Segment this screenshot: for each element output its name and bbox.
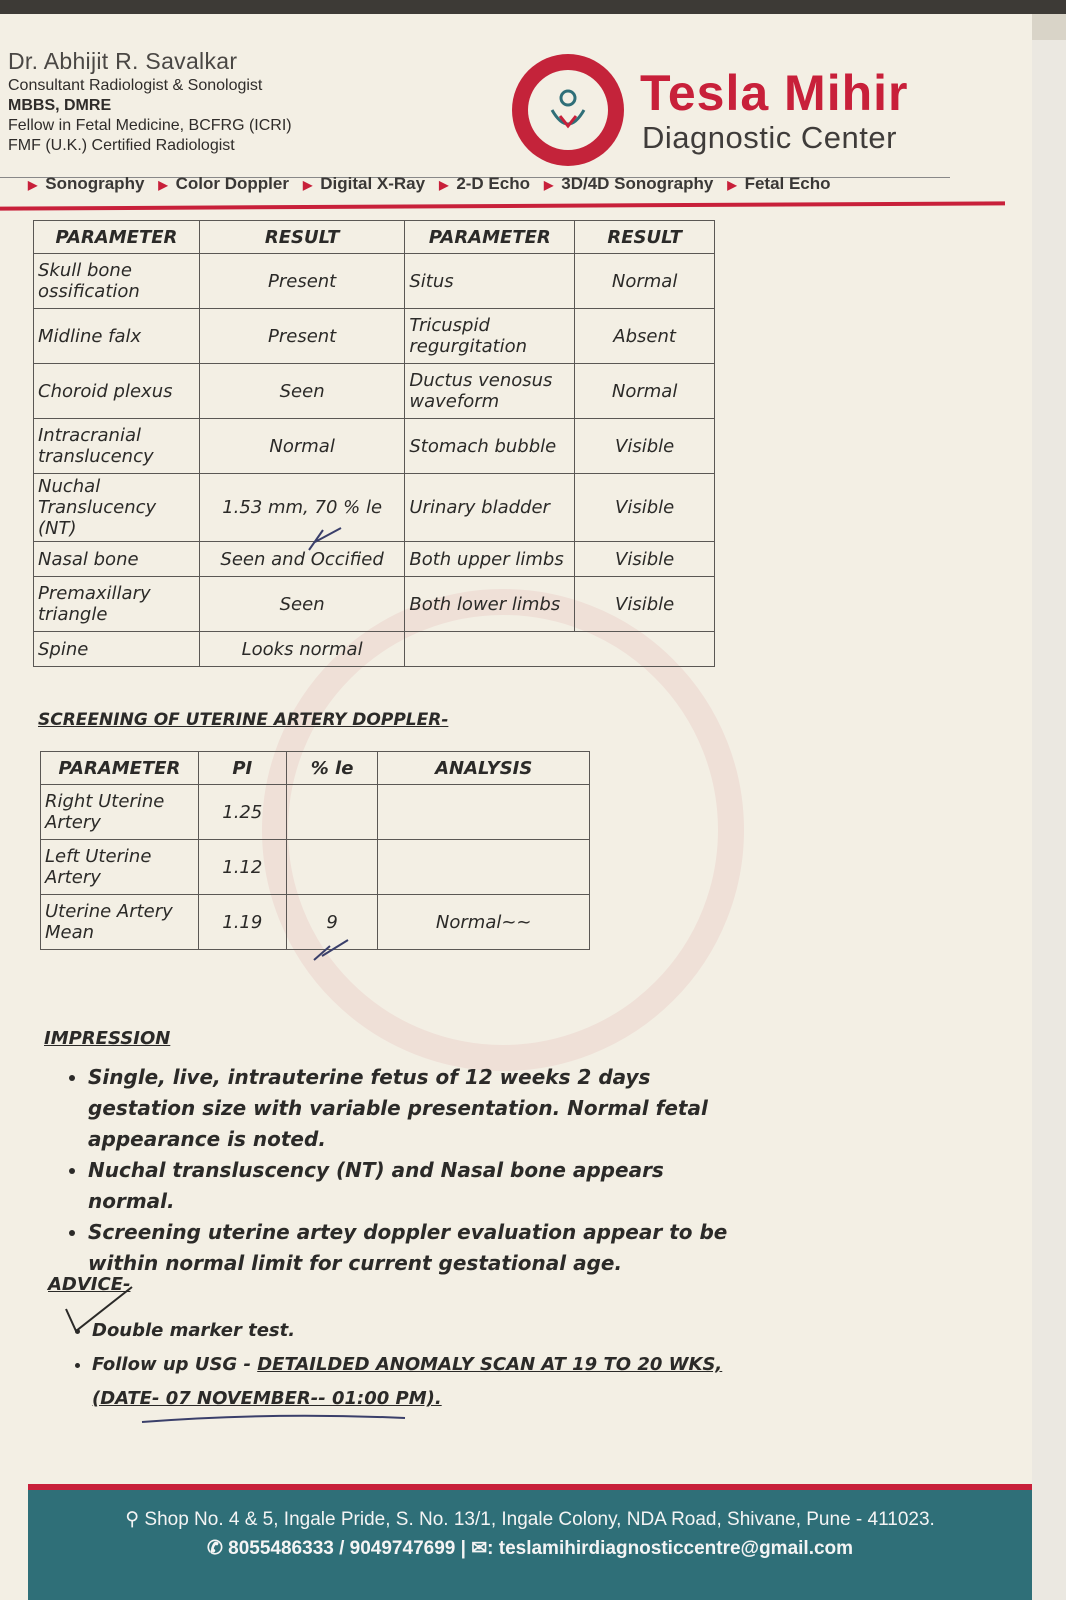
footer-address-line [28,1508,1032,1531]
table-cell: Left Uterine Artery [41,840,199,895]
table-cell: Present [199,309,405,364]
table-cell: Absent [575,309,715,364]
location-pin-icon: ⚲ [125,1509,145,1530]
pen-underline [140,1414,410,1426]
footer [28,1490,1032,1600]
letterhead [0,14,1032,224]
doctor-title: Consultant Radiologist & Sonologist [8,77,263,94]
table-header: PARAMETER [405,221,575,254]
table-cell [286,785,378,840]
table-cell: Visible [575,577,715,632]
arrow-icon: ▶ [439,178,449,192]
table-cell: Spine [34,632,200,667]
advice-title: ADVICE- [48,1274,131,1295]
service-item: ▶ Digital X-Ray [302,174,426,193]
table-cell: Premaxillary triangle [34,577,200,632]
table-cell: Uterine Artery Mean [41,895,199,950]
arrow-icon: ▶ [727,178,737,192]
table-header: RESULT [199,221,405,254]
table-row [34,632,715,667]
table-cell: Both lower limbs [405,577,575,632]
phone-numbers: 8055486333 / 9049747699 [228,1538,456,1559]
table-row [41,785,590,840]
arrow-icon: ▶ [28,178,38,192]
table-header-row [34,221,715,254]
advice-scan: DETAILDED ANOMALY SCAN AT 19 TO 20 WKS, [257,1354,723,1375]
table-cell: Urinary bladder [405,474,575,542]
table-cell: 9 [286,895,378,950]
table-cell: Nuchal Translucency (NT) [34,474,200,542]
table-cell: Normal [199,419,405,474]
table-cell: Seen [199,364,405,419]
report-page [0,14,1032,1600]
table-cell: 1.12 [198,840,286,895]
address: Shop No. 4 & 5, Ingale Pride, S. No. 13/1, Ingale Colony, NDA Road, Shivane, Pune - 411023. [144,1509,935,1530]
arrow-icon: ▶ [302,178,313,192]
table-cell: Seen [199,577,405,632]
table-cell: Visible [575,542,715,577]
table-header-row [41,752,590,785]
table-cell: Looks normal [199,632,405,667]
table-cell: Both upper limbs [405,542,575,577]
table-cell: Ductus venosus waveform [405,364,575,419]
logo-emblem-icon [528,70,608,150]
service-item: ▶ Fetal Echo [727,174,831,193]
list-item: • Screening uterine artey doppler evaluation appear to be within normal limit for current gestational age. [88,1217,750,1279]
phone-icon: ✆ [206,1538,229,1559]
table-cell: Normal~~ [378,895,590,950]
table-cell: Tricuspid regurgitation [405,309,575,364]
arrow-icon: ▶ [158,178,168,192]
doctor-certification: FMF (U.K.) Certified Radiologist [8,137,235,154]
table-cell: Skull bone ossification [34,254,200,309]
table-cell: Visible [575,474,715,542]
center-subtitle: Diagnostic Center [642,120,897,155]
table-cell: Midline falx [34,309,200,364]
service-item: ▶ 3D/4D Sonography [544,174,714,193]
table-header: ANALYSIS [378,752,590,785]
table-header: PARAMETER [34,221,200,254]
doctor-name: Dr. Abhijit R. Savalkar [8,48,238,74]
service-item: ▶ 2-D Echo [439,174,530,193]
table-header: PI [198,752,286,785]
header-red-line [0,201,1005,210]
doppler-table [40,751,590,950]
advice-prefix: Follow up USG - [92,1354,258,1375]
service-item: ▶ Sonography [28,174,145,193]
table-row [41,840,590,895]
mail-icon: ✉ [471,1538,488,1559]
table-cell [286,840,378,895]
doctor-degree: MBBS, DMRE [8,97,112,114]
footer-contact-line: ✆ 8055486333 / 9049747699 | ✉: teslamihirdiagnosticcentre@gmail.com [206,1538,854,1559]
impression-title: IMPRESSION [44,1028,171,1049]
table-header: PARAMETER [41,752,199,785]
table-row [34,254,715,309]
list-item [92,1348,774,1416]
doctor-info [8,48,292,155]
table-cell: Stomach bubble [405,419,575,474]
table-cell: 1.25 [198,785,286,840]
table-header: RESULT [575,221,715,254]
table-cell: Intracranial translucency [34,419,200,474]
table-cell: Normal [575,254,715,309]
table-cell: Seen and Occified [199,542,405,577]
table-cell: Normal [575,364,715,419]
email: : teslamihirdiagnosticcentre@gmail.com [487,1538,854,1559]
table-cell [378,785,590,840]
table-row [34,577,715,632]
table-cell: Visible [575,419,715,474]
service-item: ▶ Color Doppler [158,174,289,193]
table-cell [378,840,590,895]
doctor-fellowship: Fellow in Fetal Medicine, BCFRG (ICRI) [8,117,292,134]
pen-mark-icon [310,934,350,964]
advice-list [74,1314,774,1416]
table-row [34,364,715,419]
table-row [34,309,715,364]
advice-date: (DATE- 07 NOVEMBER-- 01:00 PM). [92,1388,442,1409]
services-list [28,174,831,194]
center-name: Tesla Mihir [640,65,909,121]
table-row [34,542,715,577]
fetal-parameters-table [33,220,715,667]
table-cell: 1.53 mm, 70 % le [199,474,405,542]
table-cell: Present [199,254,405,309]
table-header: % le [286,752,378,785]
list-item: • Nuchal transluscency (NT) and Nasal bone appears normal. [88,1155,750,1217]
doppler-section-title: SCREENING OF UTERINE ARTERY DOPPLER- [38,710,449,730]
impression-list [70,1062,750,1279]
table-row [34,474,715,542]
table-cell: Situs [405,254,575,309]
table-cell: Nasal bone [34,542,200,577]
table-cell: Choroid plexus [34,364,200,419]
table-cell: 1.19 [198,895,286,950]
list-item: • Double marker test. [92,1314,774,1348]
table-row [34,419,715,474]
background-strip [0,0,1066,14]
pen-mark-icon [305,524,345,554]
table-cell [405,632,715,667]
center-logo [512,54,624,166]
list-item: • Single, live, intrauterine fetus of 12 weeks 2 days gestation size with variable presentation. Normal fetal appearance is noted. [88,1062,750,1155]
table-cell: Right Uterine Artery [41,785,199,840]
arrow-icon: ▶ [544,178,554,192]
